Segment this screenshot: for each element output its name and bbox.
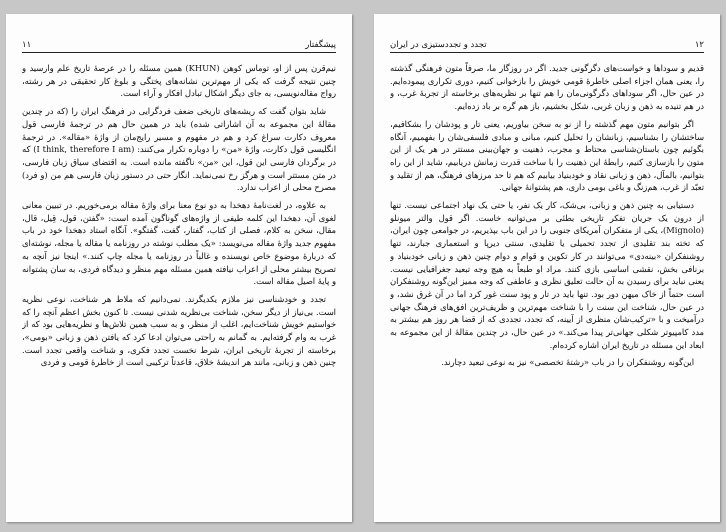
left-page-body — [22, 62, 336, 516]
paragraph: تجدد و خودشناسی نیز ملازم یکدیگرند. نمی‌دانیم که ملاط هر شناخت، نوعی نظریه است. بی‌نیاز از دیگر سخن، شناخت بی‌نظریه شدنی نیست. تا کنون بخش اعظم آنچه را که خواستیم خویش شناخت‌ایم، اغلب از منظر، و به سبب همین تلاش‌ها و نظریه‌هایی بود که از غرب به وام گرفته‌ایم. به گمانم به راحتی می‌توان ادعا کرد که یافتن ذهن و زبانی «بومی»، برخاسته از تجربهٔ تاریخی ایران، شرط نخست تجدد فکری، و شناخت واقعی تجدد است. چنین ذهن و زبانی، مانند هر اندیشهٔ خلاق، قاعدتاً ترکیبی است از خاطرهٔ قومی و فردی — [22, 293, 336, 368]
paragraph: شاید بتوان گفت که ریشه‌های تاریخی ضعف فردگرایی در فرهنگ ایران را (که در چندین مقالهٔ این مجموعه به آن اشاراتی شده) باید در همین حال هم در ترجمهٔ فارسی قول معروف دکارت سراغ کرد و هم در مفهوم و مسیر رایج‌مان از واژهٔ «مقاله». در ترجمهٔ انگلیسی قول دکارت، واژهٔ «من» را دوباره تکرار می‌کنند: (I think, therefore I am) که در برگردان فارسی این قول، این «من» ناگفته مانده است. به اقتضای سیاق زبان فارسی، در متن مستتر است و هرگز رخ نمی‌نماید. انگار حتی در دستور زبان فارسی هم من (و فرد) مصرح محلی از اعراب ندارد. — [22, 106, 336, 193]
left-page-number: ۱۱ — [22, 40, 32, 50]
paragraph: این‌گونه روشنفکران را در باب «رشتهٔ تخصصی» نیز به نوعی تبعید دچارند. — [441, 357, 694, 368]
left-page-header — [22, 36, 336, 53]
paragraph: نیم‌قرن پس از او، توماس کوهن (KHUN) همین مسئله را در عرصهٔ تاریخ علم وارسید و چنین نتیجه گرفت که یکی از مهم‌ترین نشانه‌های پختگی و بلوغ کار تحقیقی در هر رشته، رواج مقاله‌نویسی، به جای دیگر اشکال تبادل افکار و آراء است. — [22, 63, 336, 99]
paragraph: دستیابی به چنین ذهن و زبانی، بی‌شک، کار یک نفر، یا حتی یک نهاد اجتماعی نیست. تنها از درون یک جریان تفکر تاریخی بطئی بر می‌توانیه خاست. اگر قول والتر میونلو (Mignolo)، یکی از متفکران آمریکای جنوبی را در این باب بپذیریم، در جوامعی چون ایران، که تخته بند تقلیدی از تجدد تحمیلی یا تقلیدی، سنتی دیرپا و استعماری جبارند، تنها روشنفکران «بینه‌دی» می‌توانند در کار تکوین و قوام و دوام چنین ذهن و زبانی خودبنیاد و برنافی بخش، نقشی اساسی بازی کنند. مراد او طبعاً به هیچ وجه تبعید جغرافیایی نیست. یعنی نباید برای رسیدن به آن حالت تعلیق نظری و عاطفی که وجه مميز اين‌گونه روشنفکران است حتماً از خاک میهن دور بود. تنها باید در تار و پود سنت غور کرد اما در آن غرق نشد، و در عین حال، شناخت این سنت را با شناخت مهم‌ترین و ظریف‌ترین افق‌های فرهنگ جهانی درآمیخت و با «ترکیب‌شان منظری از آیینه، که تجدد، تجددی که از قضا هر روز هم بیشتر به مدد کامپیوتر شکلی جهانی‌تر پیدا می‌کند.» در عین حال، در چندین مقالهٔ از این مجموعه به ابعاد این مسئله در تاریخ ایران اشاره کرده‌ام. — [390, 200, 704, 350]
right-page-header — [390, 36, 704, 53]
paragraph: به علاوه، در لغت‌نامهٔ دهخدا به دو نوع معنا برای واژهٔ مقاله برمی‌خوریم. در تبیین معانی لغوی آن، دهخدا این کلمه طیفی از واژه‌های گوناگون آمده است: «گفتن، قول، قِیل، قال، مقال، سخن به کلام، فصلی از کتاب، گفتار، گفت، گفتگو». آنگاه استاد دهخدا خود در باب مفهوم جدید واژهٔ مقاله می‌نویسد: «یک مطلب نوشته در روزنامه یا مقاله یا مجله، نوشته‌ای که دربارهٔ موضوع خاص نویسنده و غالباً در روزنامه یا مجله چاپ کنند.» اینجا نیز آنچه به تصریح بیشتر محلی از اعراب نیافته همین مسئله مهم منظر و دیدگاه فردی، به سان پشتوانه و پایهٔ اصیل مقاله است. — [22, 200, 336, 287]
left-page — [6, 14, 352, 522]
paragraph: قدیم و سوداها و خواست‌های دگرگونی جدید. اگر در روزگار ما، صرفاً متون فرهنگی گذشته را، یعنی همان اجزاء اصلی خاطرهٔ قومی خویش را بازخوانی کنیم، دوری تکراری پیموده‌ایم. در عین حال، اگر سوداهای دگرگونی‌مان را هم تنها بر نظریه‌های برخاسته از تجربهٔ غرب، و در هم تنیده به ذهن و زبان غربی، شکل بخشیم، باز هم گره بر باد زده‌ایم. — [390, 63, 704, 112]
paragraph: اگر بتوانیم متون مهم گذشته را از نو به سخن بیاوریم، یعنی تار و پودشان را بشکافیم، ساختشان را بشناسیم، زبانشان را تحلیل کنیم، مبانی و مبادی فلسفی‌شان را بفهمیم، آنگاه بگوئیم چون باستان‌شناسی محتاط و مجرب، ذهنیت و جهان‌بینی مستتر در هر یک از این متون را بازسازی کنیم، رابطهٔ این ذهنیت را با ساخت قدرت زمانش دریابیم، شاید از این راه بتوانیم، بالمآل، ذهن و زبانی نقاد و خودبنیاد بیابیم که هم تا حد مرزهای فرهنگ، هم از تقلید و تعبّد از غرب، هم‌زنگ و باغی بومی داری، هم پشتوانهٔ جهانی. — [390, 118, 704, 193]
right-page-title: تجدد و تجددستیزی در ایران — [390, 40, 487, 50]
right-page-body — [390, 62, 704, 516]
left-page-title: پیشگفتار — [305, 40, 336, 50]
right-page — [374, 14, 720, 522]
right-page-number: ۱۲ — [694, 40, 704, 50]
